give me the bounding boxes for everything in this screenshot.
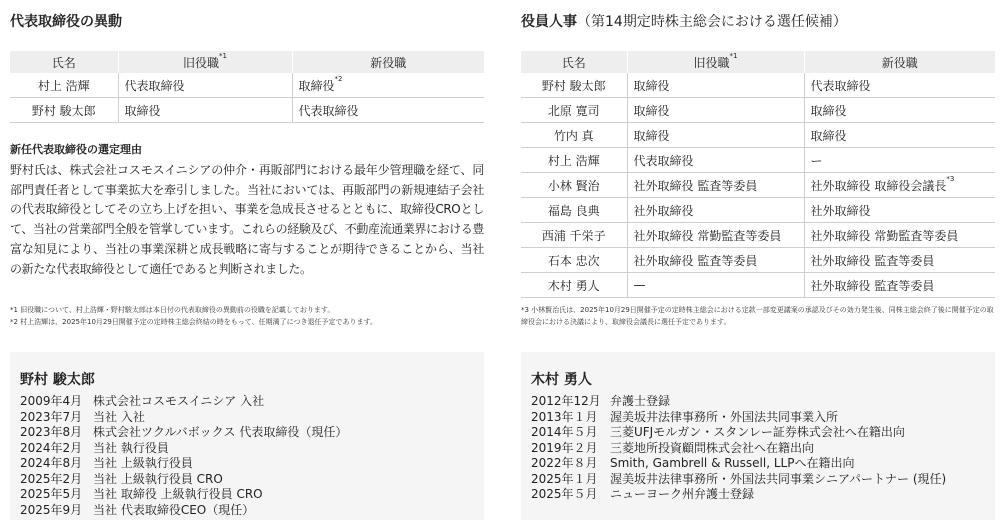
history-text: 当社 上級執行役員 — [93, 456, 193, 470]
cell-old-role: — — [627, 273, 804, 298]
cell-old-role: 代表取締役 — [627, 148, 804, 173]
history-date: 2024年2月 — [20, 440, 83, 455]
new-role-text: 代表取締役 — [298, 103, 359, 118]
history-date: 2025年2月 — [20, 471, 83, 486]
history-entry — [531, 472, 946, 488]
new-role-text: 代表取締役 — [810, 78, 871, 93]
footnote-mark: *3 — [946, 174, 955, 183]
cell-old-role: 社外取締役 常勤監査等委員 — [627, 223, 804, 248]
history-text: 当社 上級執行役員 CRO — [93, 471, 223, 486]
footnote: *2 村上浩輝は、2025年10月29日開催予定の定時株主総会終結の時をもって、任期満了につき退任予定であります。 — [10, 318, 377, 326]
history-entry — [20, 456, 347, 472]
new-role-text: 社外取締役 監査等委員 — [810, 253, 935, 268]
history-entry — [531, 487, 946, 503]
table-header-row — [521, 51, 995, 73]
cell-name: 村上 浩輝 — [10, 73, 118, 98]
history-date: 2025年１月 — [531, 471, 598, 486]
header-name: 氏名 — [521, 51, 627, 73]
career-history — [20, 394, 347, 518]
cell-name: 野村 駿太郎 — [10, 98, 118, 123]
cell-name: 西浦 千栄子 — [521, 223, 627, 248]
header-old-role: 旧役職$^{*1}$ — [627, 51, 804, 73]
history-text: 株式会社コスモスイニシア 入社 — [93, 394, 265, 408]
history-entry — [20, 410, 347, 426]
table-row — [521, 123, 995, 148]
cell-old-role: 代表取締役 — [118, 73, 292, 98]
header-old-role: 旧役職$^{*1}$ — [118, 51, 292, 73]
history-text: 三菱地所投資顧問株式会社へ在籍出向 — [610, 440, 815, 455]
new-role-text: 社外取締役 取締役会議長 — [810, 178, 947, 193]
history-text: 渥美坂井法律事務所・外国法共同事業入所 — [610, 409, 839, 424]
cell-new-role — [804, 98, 995, 123]
footnotes — [521, 304, 995, 328]
table-row — [521, 273, 995, 298]
new-role-text: 社外取締役 — [810, 203, 871, 218]
cell-new-role — [292, 73, 484, 98]
cell-old-role: 社外取締役 — [627, 198, 804, 223]
cell-new-role — [804, 123, 995, 148]
ceo-change-table — [10, 51, 484, 123]
history-text: 弁護士登録 — [610, 394, 671, 408]
cell-new-role — [804, 73, 995, 98]
table-row — [521, 148, 995, 173]
header-name: 氏名 — [10, 51, 118, 73]
cell-new-role — [292, 98, 484, 123]
cell-new-role — [804, 248, 995, 273]
table-row — [521, 173, 995, 198]
history-date: 2025年9月 — [20, 502, 83, 517]
history-date: 2022年８月 — [531, 456, 598, 470]
new-role-text: ー — [810, 153, 823, 168]
table-row — [10, 98, 484, 123]
cell-new-role — [804, 173, 995, 198]
cell-old-role: 取締役 — [118, 98, 292, 123]
table-row — [521, 223, 995, 248]
history-text: 当社 取締役 上級執行役員 CRO — [93, 487, 263, 501]
header-new-role: 新役職 — [804, 51, 995, 73]
history-text: 三菱UFJモルガン・スタンレー証券株式会社へ在籍出向 — [610, 425, 905, 439]
cell-new-role — [804, 273, 995, 298]
cell-old-role: 社外取締役 監査等委員 — [627, 248, 804, 273]
table-row — [10, 73, 484, 98]
profile-name: 木村 勇人 — [531, 372, 592, 388]
section-title-ceo-change: 代表取締役の異動 — [10, 14, 122, 30]
cell-name: 小林 賢治 — [521, 173, 627, 198]
cell-name: 福島 良典 — [521, 198, 627, 223]
table-row — [521, 73, 995, 98]
new-role-text: 取締役 — [810, 103, 847, 118]
history-entry — [531, 425, 946, 441]
history-text: Smith, Gambrell & Russell, LLPへ在籍出向 — [610, 456, 855, 470]
footnote: *3 小林賢治氏は、2025年10月29日開催予定の定時株主総会における定款一部変更議案の承認及びその効力発生後、同株主総会終了後に開催予定の取締役会における決議により、取締役会議長に選任予定であります。 — [521, 306, 994, 326]
history-date: 2023年8月 — [20, 425, 83, 439]
reason-title: 新任代表取締役の選定理由 — [10, 143, 142, 156]
cell-old-role: 取締役 — [627, 73, 804, 98]
history-text: 株式会社ツクルバボックス 代表取締役（現任） — [93, 425, 348, 439]
cell-name: 北原 寛司 — [521, 98, 627, 123]
cell-name: 石本 忠次 — [521, 248, 627, 273]
footnotes — [10, 304, 484, 328]
footnote: *1 旧役職について、村上浩輝・野村駿太郎は本日付の代表取締役の異動前の役職を記載しております。 — [10, 306, 335, 314]
cell-name: 野村 駿太郎 — [521, 73, 627, 98]
profile-card-kimura — [521, 352, 995, 520]
history-date: 2013年１月 — [531, 409, 598, 424]
profile-card-nomura — [10, 352, 484, 520]
cell-new-role — [804, 223, 995, 248]
profile-name: 野村 駿太郎 — [20, 372, 95, 388]
cell-old-role: 取締役 — [627, 123, 804, 148]
history-text: 当社 入社 — [93, 409, 145, 424]
table-row — [521, 98, 995, 123]
career-history — [531, 394, 946, 503]
section-title-officers: 役員人事（第14期定時株主総会における選任候補） — [521, 14, 847, 30]
cell-name: 村上 浩輝 — [521, 148, 627, 173]
new-role-text: 社外取締役 監査等委員 — [810, 278, 935, 293]
history-text: ニューヨーク州弁護士登録 — [610, 487, 755, 501]
history-date: 2025年5月 — [20, 487, 83, 501]
header-new-role: 新役職 — [292, 51, 484, 73]
footnote-mark: *2 — [334, 74, 343, 83]
history-entry — [531, 456, 946, 472]
cell-name: 竹内 真 — [521, 123, 627, 148]
new-role-text: 取締役 — [810, 128, 847, 143]
new-role-text: 取締役 — [298, 78, 335, 93]
history-entry — [531, 410, 946, 426]
history-date: 2014年５月 — [531, 425, 598, 439]
history-entry — [20, 472, 347, 488]
cell-name: 木村 勇人 — [521, 273, 627, 298]
new-role-text: 社外取締役 常勤監査等委員 — [810, 228, 959, 243]
history-date: 2024年8月 — [20, 456, 83, 470]
history-date: 2009年4月 — [20, 394, 83, 408]
history-entry — [20, 394, 347, 410]
history-text: 渥美坂井法律事務所・外国法共同事業シニアパートナー (現任) — [610, 471, 947, 486]
table-header-row — [10, 51, 484, 73]
reason-text: 野村氏は、株式会社コスモスイニシアの仲介・再販部門における最年少管理職を経て、同部門責任者として事業拡大を牽引しました。当社においては、再販部門の新規連結子会社の代表取締役としてその立ち上げを担い、事業を急成長させるとともに、取締役CROとして、当社の営業部門全般を管掌しています。これらの経験及び、不動産流通業界における豊富な知見により、当社の事業深耕と成長戦略に寄与することが期待できることから、当社の新たな代表取締役として適任であると判断されました。 — [10, 163, 484, 276]
history-entry — [20, 487, 347, 503]
history-entry — [20, 503, 347, 519]
history-entry — [20, 425, 347, 441]
history-entry — [20, 441, 347, 457]
history-entry — [531, 441, 946, 457]
history-date: 2012年12月 — [531, 394, 601, 408]
history-date: 2025年５月 — [531, 487, 598, 501]
history-date: 2023年7月 — [20, 409, 83, 424]
cell-new-role — [804, 148, 995, 173]
history-text: 当社 執行役員 — [93, 440, 169, 455]
cell-old-role: 社外取締役 監査等委員 — [627, 173, 804, 198]
history-date: 2019年２月 — [531, 440, 598, 455]
history-entry — [531, 394, 946, 410]
cell-old-role: 取締役 — [627, 98, 804, 123]
table-row — [521, 198, 995, 223]
cell-new-role — [804, 198, 995, 223]
officers-table — [521, 51, 995, 298]
table-row — [521, 248, 995, 273]
history-text: 当社 代表取締役CEO（現任） — [93, 502, 255, 517]
